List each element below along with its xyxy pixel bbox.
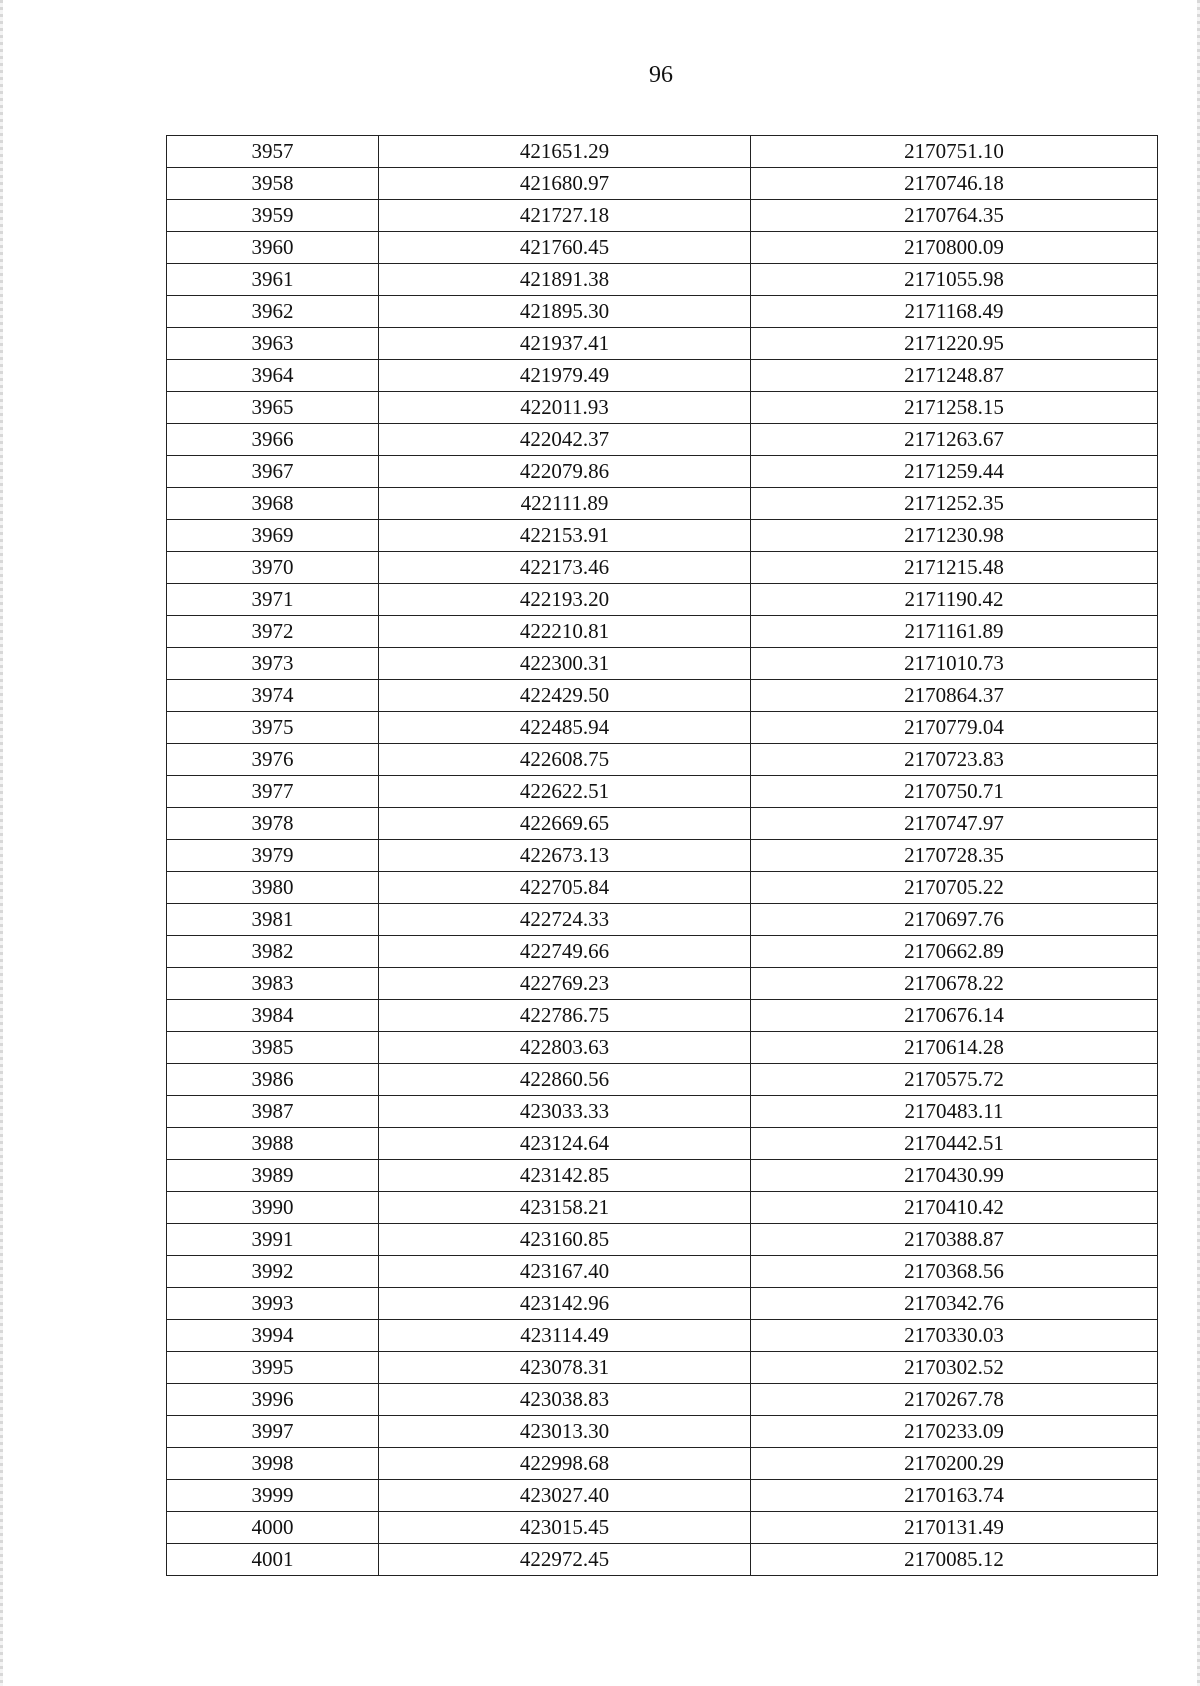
table-row: [167, 1480, 1158, 1512]
x-coordinate-cell: 422998.68: [379, 1448, 751, 1480]
y-coordinate-cell: 2170764.35: [751, 200, 1158, 232]
y-coordinate-cell: 2170442.51: [751, 1128, 1158, 1160]
x-coordinate-cell: 422972.45: [379, 1544, 751, 1576]
table-row: [167, 456, 1158, 488]
point-number-cell: 3983: [167, 968, 379, 1000]
point-number-cell: 3998: [167, 1448, 379, 1480]
x-coordinate-cell: 423142.96: [379, 1288, 751, 1320]
x-coordinate-cell: 422193.20: [379, 584, 751, 616]
point-number-cell: 3972: [167, 616, 379, 648]
y-coordinate-cell: 2171010.73: [751, 648, 1158, 680]
x-coordinate-cell: 423167.40: [379, 1256, 751, 1288]
y-coordinate-cell: 2171168.49: [751, 296, 1158, 328]
x-coordinate-cell: 422608.75: [379, 744, 751, 776]
table-row: [167, 1352, 1158, 1384]
point-number-cell: 3980: [167, 872, 379, 904]
x-coordinate-cell: 421760.45: [379, 232, 751, 264]
x-coordinate-cell: 422210.81: [379, 616, 751, 648]
point-number-cell: 3975: [167, 712, 379, 744]
point-number-cell: 3967: [167, 456, 379, 488]
point-number-cell: 3977: [167, 776, 379, 808]
point-number-cell: 3984: [167, 1000, 379, 1032]
table-row: [167, 1512, 1158, 1544]
x-coordinate-cell: 423142.85: [379, 1160, 751, 1192]
x-coordinate-cell: 422079.86: [379, 456, 751, 488]
table-row: [167, 1448, 1158, 1480]
y-coordinate-cell: 2170302.52: [751, 1352, 1158, 1384]
y-coordinate-cell: 2170750.71: [751, 776, 1158, 808]
table-row: [167, 1064, 1158, 1096]
x-coordinate-cell: 422705.84: [379, 872, 751, 904]
point-number-cell: 3964: [167, 360, 379, 392]
table-row: [167, 1192, 1158, 1224]
table-row: [167, 1320, 1158, 1352]
y-coordinate-cell: 2170676.14: [751, 1000, 1158, 1032]
y-coordinate-cell: 2170388.87: [751, 1224, 1158, 1256]
x-coordinate-cell: 422429.50: [379, 680, 751, 712]
table-row: [167, 808, 1158, 840]
table-row: [167, 616, 1158, 648]
y-coordinate-cell: 2170131.49: [751, 1512, 1158, 1544]
point-number-cell: 3992: [167, 1256, 379, 1288]
point-number-cell: 3989: [167, 1160, 379, 1192]
table-row: [167, 520, 1158, 552]
x-coordinate-cell: 423078.31: [379, 1352, 751, 1384]
point-number-cell: 3974: [167, 680, 379, 712]
x-coordinate-cell: 423158.21: [379, 1192, 751, 1224]
x-coordinate-cell: 422803.63: [379, 1032, 751, 1064]
table-row: [167, 584, 1158, 616]
table-row: [167, 360, 1158, 392]
table-row: [167, 744, 1158, 776]
table-row: [167, 1032, 1158, 1064]
point-number-cell: 3979: [167, 840, 379, 872]
point-number-cell: 3962: [167, 296, 379, 328]
x-coordinate-cell: 422300.31: [379, 648, 751, 680]
y-coordinate-cell: 2171190.42: [751, 584, 1158, 616]
point-number-cell: 3969: [167, 520, 379, 552]
y-coordinate-cell: 2170779.04: [751, 712, 1158, 744]
y-coordinate-cell: 2171248.87: [751, 360, 1158, 392]
y-coordinate-cell: 2171161.89: [751, 616, 1158, 648]
table-row: [167, 712, 1158, 744]
point-number-cell: 3957: [167, 136, 379, 168]
table-row: [167, 968, 1158, 1000]
point-number-cell: 3958: [167, 168, 379, 200]
x-coordinate-cell: 422673.13: [379, 840, 751, 872]
point-number-cell: 3986: [167, 1064, 379, 1096]
point-number-cell: 3987: [167, 1096, 379, 1128]
y-coordinate-cell: 2171252.35: [751, 488, 1158, 520]
x-coordinate-cell: 423027.40: [379, 1480, 751, 1512]
point-number-cell: 3996: [167, 1384, 379, 1416]
y-coordinate-cell: 2171259.44: [751, 456, 1158, 488]
y-coordinate-cell: 2170410.42: [751, 1192, 1158, 1224]
x-coordinate-cell: 423013.30: [379, 1416, 751, 1448]
table-row: [167, 1096, 1158, 1128]
y-coordinate-cell: 2170368.56: [751, 1256, 1158, 1288]
x-coordinate-cell: 422669.65: [379, 808, 751, 840]
table-row: [167, 648, 1158, 680]
point-number-cell: 3961: [167, 264, 379, 296]
table-row: [167, 1416, 1158, 1448]
x-coordinate-cell: 421937.41: [379, 328, 751, 360]
point-number-cell: 3994: [167, 1320, 379, 1352]
y-coordinate-cell: 2170800.09: [751, 232, 1158, 264]
table-row: [167, 424, 1158, 456]
x-coordinate-cell: 422153.91: [379, 520, 751, 552]
x-coordinate-cell: 423160.85: [379, 1224, 751, 1256]
point-number-cell: 3981: [167, 904, 379, 936]
x-coordinate-cell: 422769.23: [379, 968, 751, 1000]
point-number-cell: 4001: [167, 1544, 379, 1576]
table-row: [167, 872, 1158, 904]
point-number-cell: 3966: [167, 424, 379, 456]
table-row: [167, 1288, 1158, 1320]
y-coordinate-cell: 2170342.76: [751, 1288, 1158, 1320]
point-number-cell: 3995: [167, 1352, 379, 1384]
table-row: [167, 296, 1158, 328]
x-coordinate-cell: 422485.94: [379, 712, 751, 744]
y-coordinate-cell: 2170705.22: [751, 872, 1158, 904]
y-coordinate-cell: 2170747.97: [751, 808, 1158, 840]
y-coordinate-cell: 2170751.10: [751, 136, 1158, 168]
table-row: [167, 136, 1158, 168]
point-number-cell: 3982: [167, 936, 379, 968]
y-coordinate-cell: 2170430.99: [751, 1160, 1158, 1192]
point-number-cell: 3993: [167, 1288, 379, 1320]
point-number-cell: 3973: [167, 648, 379, 680]
x-coordinate-cell: 422786.75: [379, 1000, 751, 1032]
table-row: [167, 232, 1158, 264]
point-number-cell: 3990: [167, 1192, 379, 1224]
y-coordinate-cell: 2171215.48: [751, 552, 1158, 584]
x-coordinate-cell: 422749.66: [379, 936, 751, 968]
table-row: [167, 264, 1158, 296]
table-row: [167, 200, 1158, 232]
y-coordinate-cell: 2170330.03: [751, 1320, 1158, 1352]
x-coordinate-cell: 423114.49: [379, 1320, 751, 1352]
table-row: [167, 1544, 1158, 1576]
point-number-cell: 3963: [167, 328, 379, 360]
x-coordinate-cell: 422011.93: [379, 392, 751, 424]
point-number-cell: 3971: [167, 584, 379, 616]
x-coordinate-cell: 422860.56: [379, 1064, 751, 1096]
point-number-cell: 3960: [167, 232, 379, 264]
y-coordinate-cell: 2171220.95: [751, 328, 1158, 360]
table-row: [167, 1128, 1158, 1160]
page-number: 96: [649, 62, 673, 88]
x-coordinate-cell: 422622.51: [379, 776, 751, 808]
x-coordinate-cell: 421979.49: [379, 360, 751, 392]
point-number-cell: 3988: [167, 1128, 379, 1160]
x-coordinate-cell: 423038.83: [379, 1384, 751, 1416]
y-coordinate-cell: 2171055.98: [751, 264, 1158, 296]
x-coordinate-cell: 421895.30: [379, 296, 751, 328]
x-coordinate-cell: 421651.29: [379, 136, 751, 168]
x-coordinate-cell: 423124.64: [379, 1128, 751, 1160]
x-coordinate-cell: 421680.97: [379, 168, 751, 200]
y-coordinate-cell: 2170728.35: [751, 840, 1158, 872]
table-row: [167, 1224, 1158, 1256]
point-number-cell: 3978: [167, 808, 379, 840]
y-coordinate-cell: 2170697.76: [751, 904, 1158, 936]
table-row: [167, 168, 1158, 200]
table-row: [167, 488, 1158, 520]
coordinates-table: [166, 135, 1158, 1576]
y-coordinate-cell: 2170746.18: [751, 168, 1158, 200]
y-coordinate-cell: 2170233.09: [751, 1416, 1158, 1448]
table-row: [167, 680, 1158, 712]
x-coordinate-cell: 422173.46: [379, 552, 751, 584]
y-coordinate-cell: 2170200.29: [751, 1448, 1158, 1480]
y-coordinate-cell: 2171263.67: [751, 424, 1158, 456]
table-row: [167, 1160, 1158, 1192]
y-coordinate-cell: 2170267.78: [751, 1384, 1158, 1416]
x-coordinate-cell: 421891.38: [379, 264, 751, 296]
table-row: [167, 552, 1158, 584]
point-number-cell: 3970: [167, 552, 379, 584]
scan-edge-left: [0, 0, 3, 1686]
table-row: [167, 1000, 1158, 1032]
table-row: [167, 1384, 1158, 1416]
table-row: [167, 840, 1158, 872]
coordinates-table-body: [167, 136, 1158, 1576]
table-row: [167, 328, 1158, 360]
table-row: [167, 936, 1158, 968]
point-number-cell: 3999: [167, 1480, 379, 1512]
x-coordinate-cell: 422042.37: [379, 424, 751, 456]
table-row: [167, 392, 1158, 424]
x-coordinate-cell: 422724.33: [379, 904, 751, 936]
x-coordinate-cell: 422111.89: [379, 488, 751, 520]
y-coordinate-cell: 2170662.89: [751, 936, 1158, 968]
point-number-cell: 4000: [167, 1512, 379, 1544]
y-coordinate-cell: 2170678.22: [751, 968, 1158, 1000]
y-coordinate-cell: 2170085.12: [751, 1544, 1158, 1576]
y-coordinate-cell: 2170723.83: [751, 744, 1158, 776]
point-number-cell: 3968: [167, 488, 379, 520]
point-number-cell: 3976: [167, 744, 379, 776]
point-number-cell: 3991: [167, 1224, 379, 1256]
point-number-cell: 3997: [167, 1416, 379, 1448]
table-row: [167, 904, 1158, 936]
point-number-cell: 3959: [167, 200, 379, 232]
x-coordinate-cell: 423033.33: [379, 1096, 751, 1128]
y-coordinate-cell: 2170575.72: [751, 1064, 1158, 1096]
y-coordinate-cell: 2170614.28: [751, 1032, 1158, 1064]
y-coordinate-cell: 2171258.15: [751, 392, 1158, 424]
y-coordinate-cell: 2170864.37: [751, 680, 1158, 712]
y-coordinate-cell: 2171230.98: [751, 520, 1158, 552]
point-number-cell: 3965: [167, 392, 379, 424]
table-row: [167, 1256, 1158, 1288]
point-number-cell: 3985: [167, 1032, 379, 1064]
y-coordinate-cell: 2170163.74: [751, 1480, 1158, 1512]
table-row: [167, 776, 1158, 808]
x-coordinate-cell: 421727.18: [379, 200, 751, 232]
y-coordinate-cell: 2170483.11: [751, 1096, 1158, 1128]
x-coordinate-cell: 423015.45: [379, 1512, 751, 1544]
